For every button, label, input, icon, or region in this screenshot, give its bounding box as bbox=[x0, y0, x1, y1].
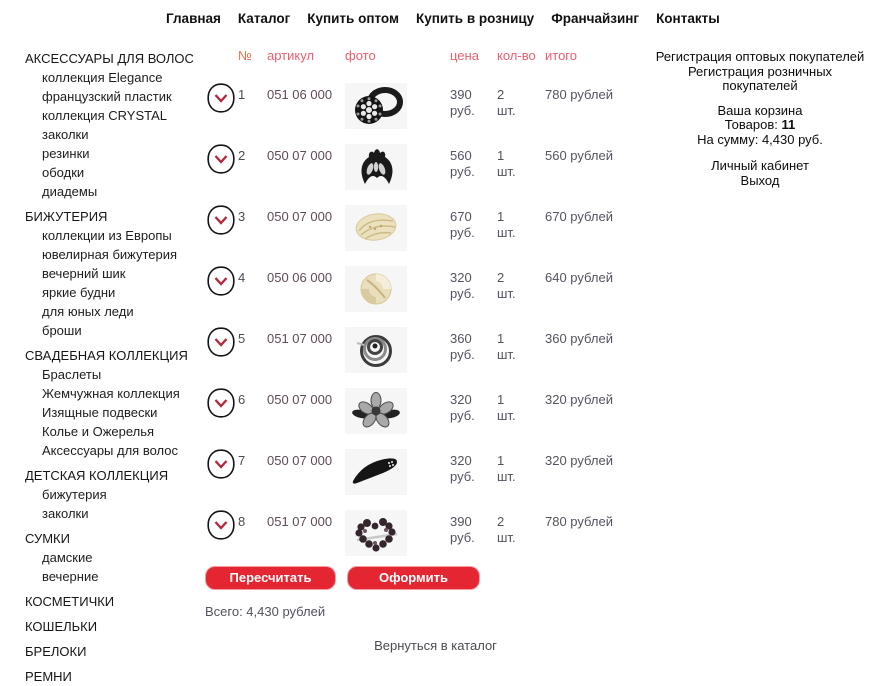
sidebar-subitem[interactable]: диадемы bbox=[42, 184, 98, 199]
sidebar-category[interactable]: РЕМНИ bbox=[25, 669, 72, 684]
column-header-num: № bbox=[238, 48, 252, 63]
delete-row-icon[interactable] bbox=[207, 83, 235, 113]
sidebar-subitem[interactable]: ювелирная бижутерия bbox=[42, 247, 178, 262]
column-header-qty: кол-во bbox=[497, 48, 536, 63]
sidebar-subitem[interactable]: Жемчужная коллекция bbox=[42, 386, 180, 401]
sidebar-subitem[interactable]: заколки bbox=[42, 506, 89, 521]
sidebar-subitem[interactable]: коллекции из Европы bbox=[42, 228, 172, 243]
delete-row-icon[interactable] bbox=[207, 144, 235, 174]
sidebar-subitem[interactable]: Браслеты bbox=[42, 367, 102, 382]
delete-row-icon[interactable] bbox=[207, 205, 235, 235]
sidebar-subitem[interactable]: яркие будни bbox=[42, 285, 116, 300]
row-price: 390 руб. bbox=[450, 514, 475, 545]
row-sku: 050 07 000 bbox=[267, 453, 333, 468]
cart-sum: На сумму: 4,430 руб. bbox=[697, 131, 823, 147]
sidebar-subitem[interactable]: французский пластик bbox=[42, 89, 172, 104]
row-price: 320 руб. bbox=[450, 392, 475, 423]
product-photo-beaded-heart[interactable] bbox=[345, 510, 407, 556]
delete-row-icon[interactable] bbox=[207, 327, 235, 357]
row-sku: 051 06 000 bbox=[267, 87, 333, 102]
row-sku: 051 07 000 bbox=[267, 514, 333, 529]
delete-row-icon[interactable] bbox=[207, 266, 235, 296]
top-nav bbox=[166, 11, 720, 26]
nav-item-1[interactable]: Главная bbox=[166, 11, 221, 26]
back-to-catalog-link[interactable]: Вернуться в каталог bbox=[374, 638, 497, 653]
nav-item-2[interactable]: Каталог bbox=[237, 11, 291, 26]
sidebar-subitem[interactable]: Аксессуары для волос bbox=[42, 443, 178, 458]
cart-items-count: Товаров: 11 bbox=[724, 117, 796, 132]
row-quantity: 1 шт. bbox=[497, 148, 516, 179]
row-quantity: 2 шт. bbox=[497, 270, 516, 301]
row-total: 360 рублей bbox=[545, 331, 613, 346]
delete-row-icon[interactable] bbox=[207, 449, 235, 479]
product-photo-flower-clip[interactable] bbox=[345, 388, 407, 434]
row-price: 560 руб. bbox=[450, 148, 475, 179]
nav-item-3[interactable]: Купить оптом bbox=[307, 11, 399, 26]
sidebar-subitem[interactable]: вечерний шик bbox=[42, 266, 126, 281]
table-row bbox=[205, 266, 650, 327]
row-sku: 051 07 000 bbox=[267, 331, 333, 346]
sidebar-category[interactable]: КОСМЕТИЧКИ bbox=[25, 594, 115, 609]
row-total: 780 рублей bbox=[545, 514, 613, 529]
table-row bbox=[205, 327, 650, 388]
row-total: 670 рублей bbox=[545, 209, 613, 224]
product-photo-banana-clip[interactable] bbox=[345, 449, 407, 495]
row-price: 670 руб. bbox=[450, 209, 475, 240]
sidebar-category[interactable]: СВАДЕБНАЯ КОЛЛЕКЦИЯ bbox=[25, 348, 188, 363]
row-quantity: 1 шт. bbox=[497, 453, 516, 484]
account-panel bbox=[655, 50, 865, 188]
row-quantity: 1 шт. bbox=[497, 392, 516, 423]
cart-rows bbox=[205, 83, 650, 571]
wholesale-registration-link[interactable]: Регистрация оптовых покупателей bbox=[655, 49, 865, 64]
column-header-price: цена bbox=[450, 48, 479, 63]
cart-table bbox=[205, 42, 650, 587]
row-number: 6 bbox=[238, 392, 246, 407]
sidebar-category[interactable]: СУМКИ bbox=[25, 531, 70, 546]
table-row bbox=[205, 83, 650, 144]
row-price: 390 руб. bbox=[450, 87, 475, 118]
sidebar-subitem[interactable]: Изящные подвески bbox=[42, 405, 158, 420]
row-sku: 050 07 000 bbox=[267, 392, 333, 407]
product-photo-spiral-clip[interactable] bbox=[345, 327, 407, 373]
sidebar-subitem[interactable]: вечерние bbox=[42, 569, 99, 584]
row-total: 780 рублей bbox=[545, 87, 613, 102]
sidebar-category[interactable]: ДЕТСКАЯ КОЛЛЕКЦИЯ bbox=[25, 468, 169, 483]
table-row bbox=[205, 449, 650, 510]
recalculate-button[interactable]: Пересчитать сумму bbox=[205, 566, 336, 590]
row-price: 320 руб. bbox=[450, 270, 475, 301]
sidebar-subitem[interactable]: дамские bbox=[42, 550, 93, 565]
row-number: 7 bbox=[238, 453, 246, 468]
sidebar-subitem[interactable]: бижутерия bbox=[42, 487, 107, 502]
row-number: 8 bbox=[238, 514, 246, 529]
row-quantity: 1 шт. bbox=[497, 209, 516, 240]
product-photo-scrunchie[interactable] bbox=[345, 83, 407, 129]
nav-item-6[interactable]: Контакты bbox=[656, 11, 720, 26]
logout-link[interactable]: Выход bbox=[740, 172, 780, 188]
sidebar-subitem[interactable]: резинки bbox=[42, 146, 90, 161]
row-number: 3 bbox=[238, 209, 246, 224]
sidebar-subitem[interactable]: коллекция CRYSTAL bbox=[42, 108, 167, 123]
row-number: 2 bbox=[238, 148, 246, 163]
personal-account-link[interactable]: Личный кабинет bbox=[711, 158, 809, 173]
delete-row-icon[interactable] bbox=[207, 388, 235, 418]
sidebar-subitem[interactable]: ободки bbox=[42, 165, 85, 180]
column-header-photo: фото bbox=[345, 48, 376, 63]
checkout-button[interactable]: Оформить заказ bbox=[347, 566, 480, 590]
table-row bbox=[205, 388, 650, 449]
row-quantity: 1 шт. bbox=[497, 331, 516, 362]
row-quantity: 2 шт. bbox=[497, 514, 516, 545]
sidebar-subitem[interactable]: коллекция Elegance bbox=[42, 70, 163, 85]
sidebar-category[interactable]: КОШЕЛЬКИ bbox=[25, 619, 98, 634]
row-total: 560 рублей bbox=[545, 148, 613, 163]
nav-item-5[interactable]: Франчайзинг bbox=[551, 11, 640, 26]
delete-row-icon[interactable] bbox=[207, 510, 235, 540]
sidebar-category[interactable]: БИЖУТЕРИЯ bbox=[25, 209, 108, 224]
sidebar-subitem[interactable]: броши bbox=[42, 323, 82, 338]
sidebar-category[interactable]: БРЕЛОКИ bbox=[25, 644, 87, 659]
row-sku: 050 07 000 bbox=[267, 148, 333, 163]
cart-title: Ваша корзина bbox=[717, 102, 803, 118]
column-header-total: итого bbox=[545, 48, 577, 63]
sidebar-subitem[interactable]: для юных леди bbox=[42, 304, 134, 319]
sidebar-subitem[interactable]: Колье и Ожерелья bbox=[42, 424, 155, 439]
retail-registration-link[interactable]: Регистрация розничных покупателей bbox=[687, 63, 833, 93]
row-price: 360 руб. bbox=[450, 331, 475, 362]
row-number: 4 bbox=[238, 270, 246, 285]
row-price: 320 руб. bbox=[450, 453, 475, 484]
row-total: 320 рублей bbox=[545, 392, 613, 407]
product-photo-ivory-clip[interactable] bbox=[345, 205, 407, 251]
row-number: 5 bbox=[238, 331, 246, 346]
nav-item-4[interactable]: Купить в розницу bbox=[415, 11, 535, 26]
row-total: 320 рублей bbox=[545, 453, 613, 468]
row-number: 1 bbox=[238, 87, 246, 102]
row-total: 640 рублей bbox=[545, 270, 613, 285]
product-photo-claw-clip[interactable] bbox=[345, 144, 407, 190]
product-photo-ivory-swirl[interactable] bbox=[345, 266, 407, 312]
cart-total-text: Всего: 4,430 рублей bbox=[205, 604, 326, 619]
sidebar-category[interactable]: АКСЕССУАРЫ ДЛЯ ВОЛОС bbox=[25, 51, 194, 66]
category-sidebar bbox=[25, 49, 205, 686]
sidebar-subitem[interactable]: заколки bbox=[42, 127, 89, 142]
row-sku: 050 06 000 bbox=[267, 270, 333, 285]
column-header-sku: артикул bbox=[267, 48, 315, 63]
table-row bbox=[205, 510, 650, 571]
table-row bbox=[205, 144, 650, 205]
table-row bbox=[205, 205, 650, 266]
row-sku: 050 07 000 bbox=[267, 209, 333, 224]
row-quantity: 2 шт. bbox=[497, 87, 516, 118]
